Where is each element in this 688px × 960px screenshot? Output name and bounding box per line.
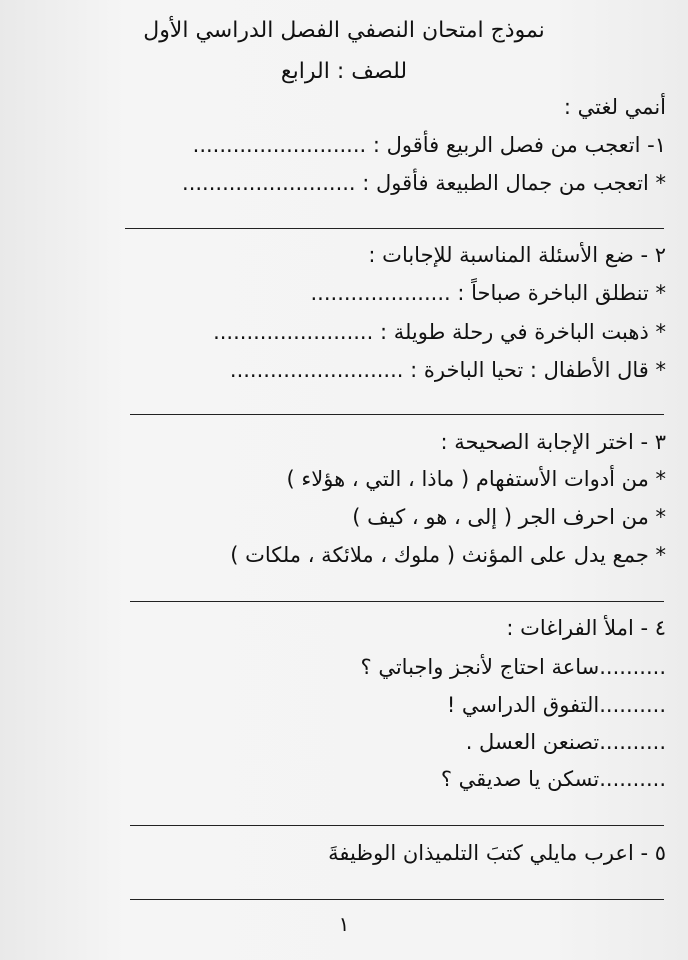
divider-4 xyxy=(130,825,664,826)
section1-item-1: ١- اتعجب من فصل الربيع فأقول : .......................... xyxy=(192,133,666,157)
section3-item-3: * جمع يدل على المؤنث ( ملوك ، ملائكة ، ملكات ) xyxy=(230,543,666,567)
page-number: ١ xyxy=(338,912,350,936)
divider-1 xyxy=(125,228,664,229)
section1-heading: أنمي لغتي : xyxy=(563,95,666,119)
divider-3 xyxy=(130,601,664,602)
grade-label: للصف : الرابع xyxy=(280,59,408,84)
section4-item-3: ..........تصنعن العسل . xyxy=(465,730,666,754)
section3-heading: ٣ - اختر الإجابة الصحيحة : xyxy=(440,430,666,454)
divider-2 xyxy=(130,414,664,415)
section5-heading: ٥ - اعرب مايلي كتبَ التلميذان الوظيفةَ xyxy=(328,841,666,865)
divider-5 xyxy=(130,899,664,900)
section4-item-4: ..........تسكن يا صديقي ؟ xyxy=(440,767,666,791)
section2-item-2: * ذهبت الباخرة في رحلة طويلة : ........................ xyxy=(213,320,666,344)
section4-heading: ٤ - املأ الفراغات : xyxy=(506,616,666,640)
section2-item-3: * قال الأطفال : تحيا الباخرة : .......................... xyxy=(229,358,666,382)
section2-heading: ٢ - ضع الأسئلة المناسبة للإجابات : xyxy=(368,243,666,267)
section3-item-1: * من أدوات الأستفهام ( ماذا ، التي ، هؤلاء ) xyxy=(286,467,666,491)
section1-item-2: * اتعجب من جمال الطبيعة فأقول : .......................... xyxy=(182,171,666,195)
section4-item-1: ..........ساعة احتاج لأنجز واجباتي ؟ xyxy=(360,655,666,679)
section2-item-1: * تنطلق الباخرة صباحاً : ..................... xyxy=(310,281,666,305)
section3-item-2: * من احرف الجر ( إلى ، هو ، كيف ) xyxy=(352,505,666,529)
section4-item-2: ..........التفوق الدراسي ! xyxy=(446,693,666,717)
exam-title: نموذج امتحان النصفي الفصل الدراسي الأول xyxy=(143,18,545,43)
